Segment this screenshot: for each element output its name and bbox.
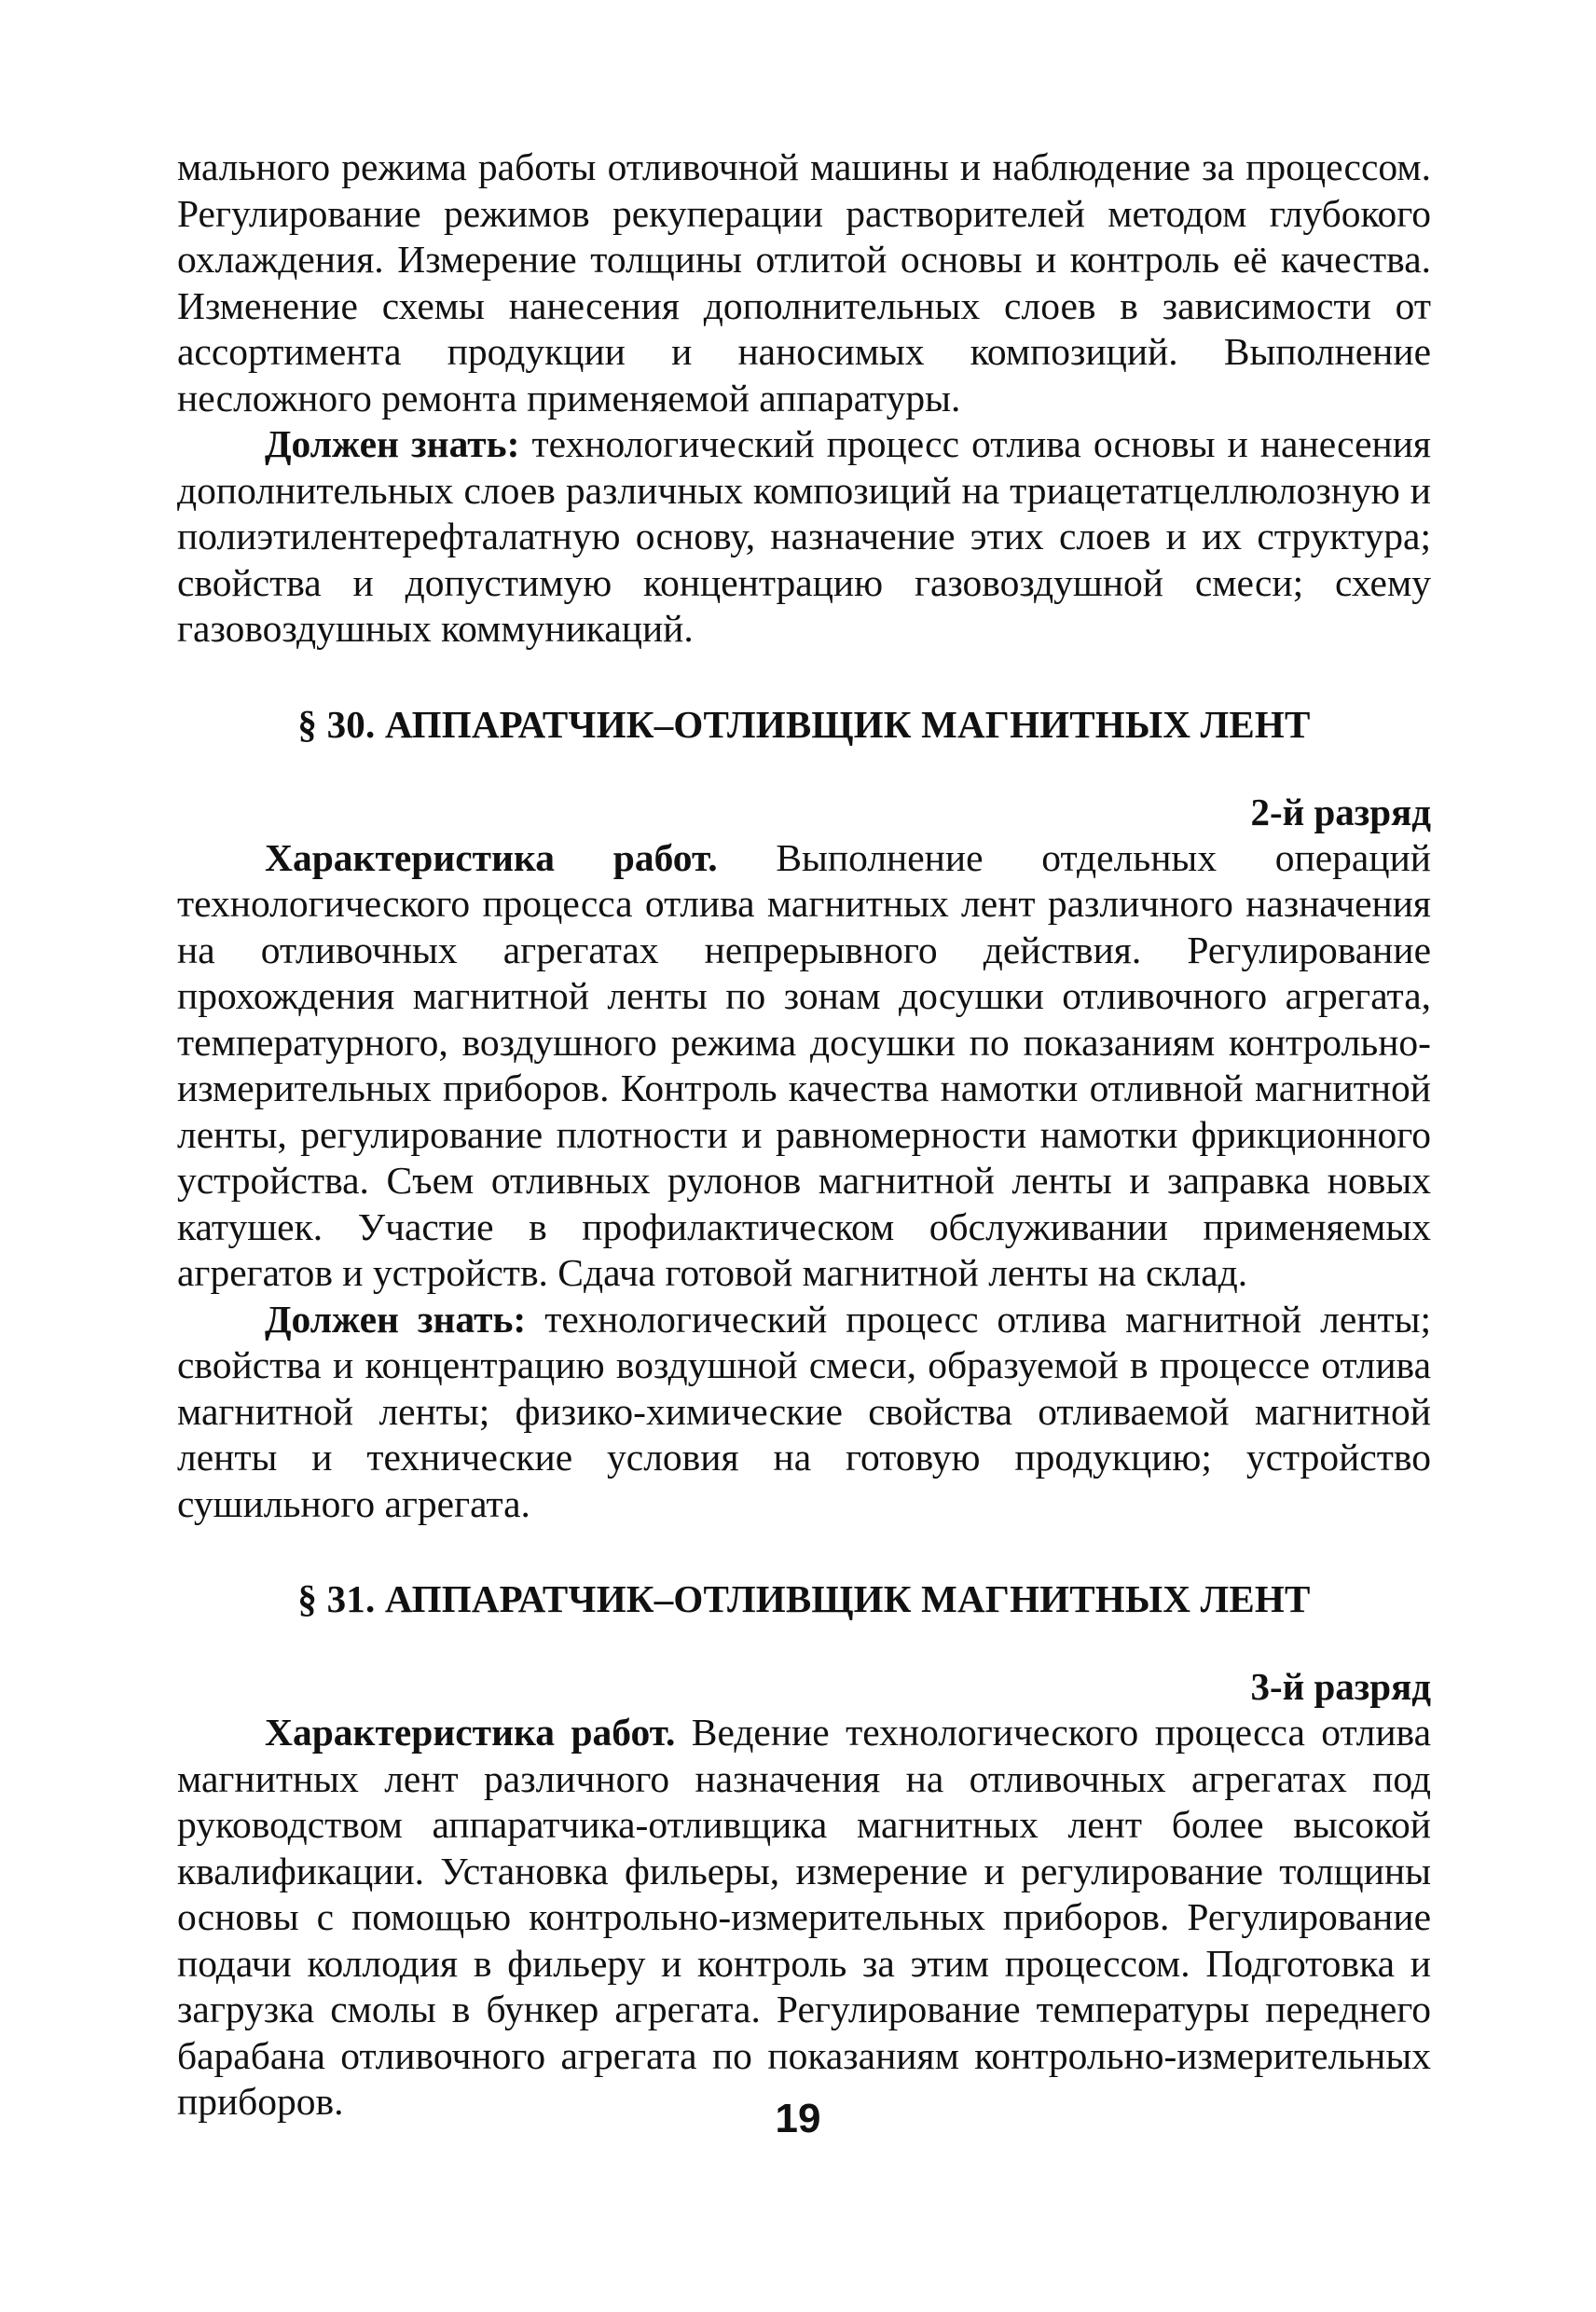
section-31-characteristics [177,1710,1431,2126]
must-know-label: Должен знать: [265,1297,527,1341]
intro-must-know-paragraph [177,421,1431,653]
characteristics-text: Выполнение отдельных операций технологического процесса отлива магнитных лент различного назначения на отливочных агрегатах непрерывного действия. Регулирование прохождения магнитной ленты по зонам досушки отливочного агрегата, температурного, воздушного режима досушки по показаниям контрольно-измерительных приборов. Контроль качества намотки отливной магнитной ленты, регулирование плотности и равномерности намотки фрикционного устройства. Съем отливных рулонов магнитной ленты и заправка новых катушек. Участие в профилактическом обслуживании применяемых агрегатов и устройств. Сдача готовой магнитной ленты на склад. [177,835,1431,1294]
must-know-label: Должен знать: [265,422,520,465]
section-30-heading: § 30. АППАРАТЧИК–ОТЛИВЩИК МАГНИТНЫХ ЛЕНТ [297,702,1311,746]
must-know-text: технологический процесс отлива магнитной ленты; свойства и концентрацию воздушной смеси, образуемой в процессе отлива магнитной ленты; физико-химические свойства отливаемой магнитной ленты и технические условия на готовую продукцию; устройство сушильного агрегата. [177,1297,1432,1525]
section-31-heading: § 31. АППАРАТЧИК–ОТЛИВЩИК МАГНИТНЫХ ЛЕНТ [297,1577,1311,1620]
section-30-rank: 2-й разряд [1250,790,1431,833]
section-30-characteristics [177,835,1431,1297]
characteristics-text: Ведение технологического процесса отлива магнитных лент различного назначения на отливочных агрегатах под руководством аппаратчика-отливщика магнитных лент более высокой квалификации. Установка фильеры, измерение и регулирование толщины основы с помощью контрольно-измерительных приборов. Регулирование подачи коллодия в фильеру и контроль за этим процессом. Подготовка и загрузка смолы в бункер агрегата. Регулирование температуры переднего барабана отливочного агрегата по показаниям контрольно-измерительных приборов. [177,1711,1431,2123]
section-31-rank: 3-й разряд [1250,1665,1431,1708]
characteristics-label: Характеристика работ. [265,835,718,879]
intro-paragraph: мального режима работы отливочной машины и наблюдение за процессом. Регулирование режимов рекуперации растворителей методом глубокого охлаждения. Измерение толщины отлитой основы и контроль её качества. Изменение схемы нанесения дополнительных слоев в зависимости от ассортимента продукции и наносимых композиций. Выполнение несложного ремонта применяемой аппаратуры. [177,145,1431,420]
page-number: 19 [775,2096,821,2141]
section-30-must-know [177,1297,1431,1528]
must-know-text: технологический процесс отлива основы и нанесения дополнительных слоев различных композиций на триацетатцеллюлозную и полиэтилентерефталатную основу, назначение этих слоев и их структура; свойства и допустимую концентрацию газовоздушной смеси; схему газовоздушных коммуникаций. [177,422,1431,650]
page-content [177,144,1431,2126]
characteristics-label: Характеристика работ. [265,1711,676,1754]
